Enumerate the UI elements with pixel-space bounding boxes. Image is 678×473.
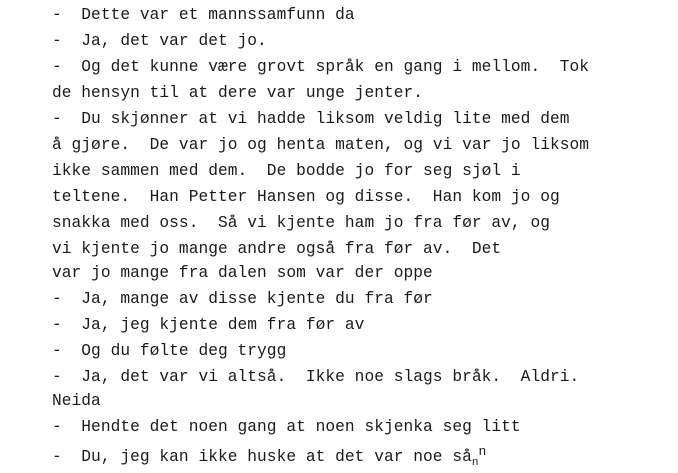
transcript-line: - Ja, det var vi altså. Ikke noe slags bråk. Aldri. xyxy=(52,368,580,386)
transcript-line: var jo mange fra dalen som var der oppe xyxy=(52,264,433,282)
transcript-line: - Ja, jeg kjente dem fra før av xyxy=(52,316,365,334)
transcript-line: teltene. Han Petter Hansen og disse. Han kom jo og xyxy=(52,188,560,206)
transcript-line: ikke sammen med dem. De bodde jo for seg sjøl i xyxy=(52,162,521,180)
transcript-line: - Hendte det noen gang at noen skjenka seg litt xyxy=(52,418,521,436)
transcript-line: - Ja, mange av disse kjente du fra før xyxy=(52,290,433,308)
transcript-line: Neida xyxy=(52,392,101,410)
transcript-line: de hensyn til at dere var unge jenter. xyxy=(52,84,424,102)
transcript-line: å gjøre. De var jo og henta maten, og vi var jo liksom xyxy=(52,136,590,154)
transcript-line: vi kjente jo mange andre også fra før av. Det xyxy=(52,240,502,258)
transcript-line: - Du skjønner at vi hadde liksom veldig lite med dem xyxy=(52,110,570,128)
transcript-line: - Ja, det var det jo. xyxy=(52,32,267,50)
transcript-line: - Og det kunne være grovt språk en gang i mellom. Tok xyxy=(52,58,590,76)
transcript-line: - Dette var et mannssamfunn da xyxy=(52,6,355,24)
transcript-line-last xyxy=(52,442,486,473)
superscript-char: n xyxy=(478,444,487,459)
transcript-line: snakka med oss. Så vi kjente ham jo fra før av, og xyxy=(52,214,550,232)
transcript-line-text: - Du, jeg kan ikke huske at det var noe så xyxy=(52,448,472,466)
transcript-line: - Og du følte deg trygg xyxy=(52,342,287,360)
subscript-char: n xyxy=(471,457,479,469)
